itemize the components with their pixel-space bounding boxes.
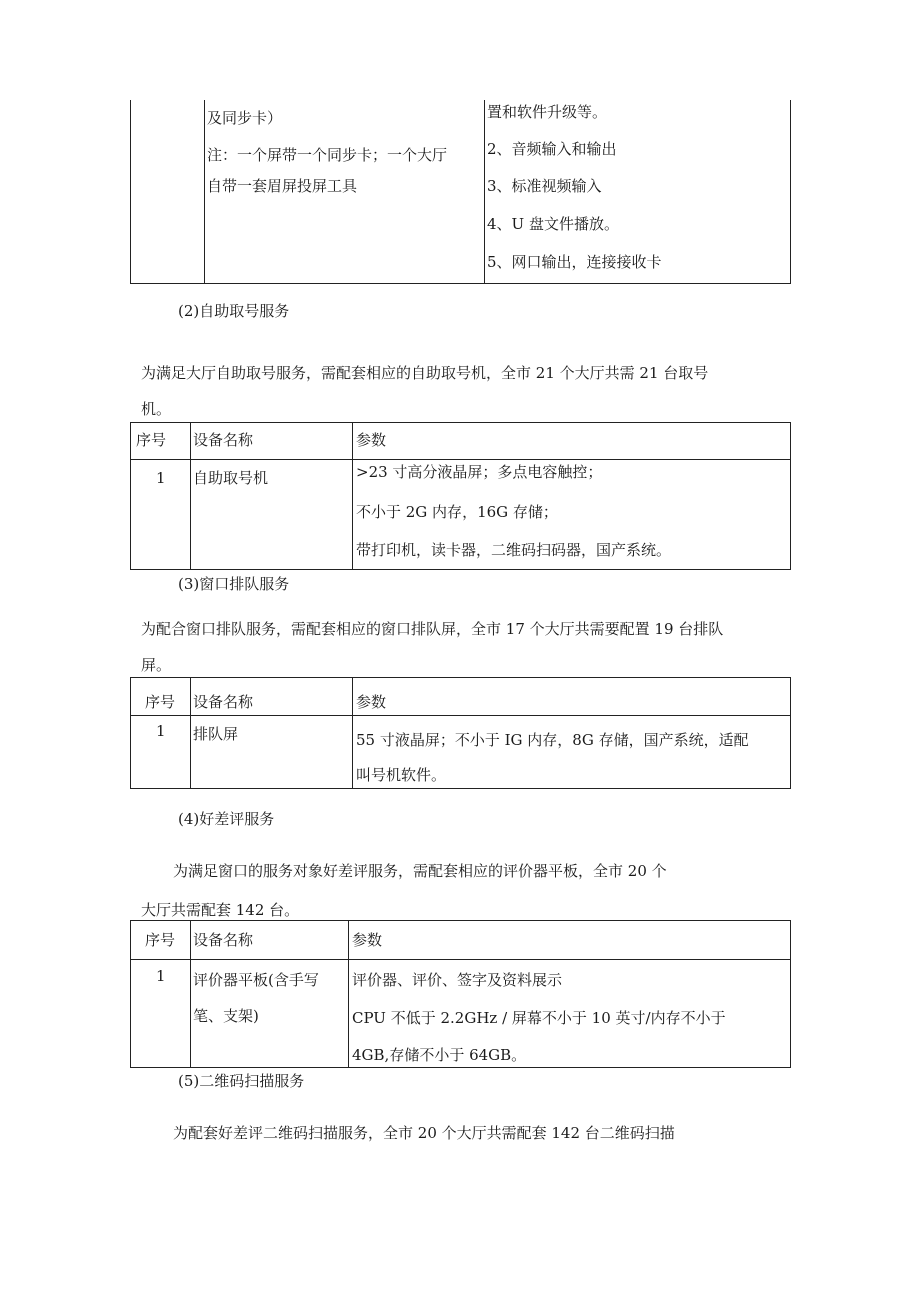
cont-col3-line: 5、网口输出，连接接收卡 — [487, 253, 662, 271]
param-line: CPU 不低于 2.2GHz / 屏幕不小于 10 英寸/内存不小于 — [352, 1009, 726, 1027]
section-heading: (3)窗口排队服务 — [178, 575, 290, 593]
param-line: 4GB,存储不小于 64GB。 — [352, 1046, 527, 1064]
param-line: 55 寸液晶屏；不小于 IG 内存，8G 存储，国产系统，适配 — [356, 731, 749, 749]
section-heading: (2)自助取号服务 — [178, 302, 290, 320]
section-heading: (4)好差评服务 — [178, 810, 275, 828]
row-number: 1 — [156, 722, 166, 740]
cont-col3-line: 置和软件升级等。 — [487, 103, 608, 121]
param-line: 带打印机，读卡器，二维码扫码器，国产系统。 — [356, 541, 672, 559]
param-line: 不小于 2G 内存，16G 存储； — [356, 503, 558, 521]
cont-col2-line: 及同步卡） — [207, 109, 283, 127]
paragraph-line: 为满足大厅自助取号服务，需配套相应的自助取号机，全市 21 个大厅共需 21 台取号 — [141, 364, 709, 382]
table-header: 序号 — [145, 693, 176, 711]
paragraph-line: 屏。 — [141, 656, 172, 674]
table-header: 序号 — [136, 431, 167, 449]
paragraph-line: 为配套好差评二维码扫描服务，全市 20 个大厅共需配套 142 台二维码扫描 — [173, 1124, 675, 1142]
param-line: >23 寸高分液晶屏；多点电容触控； — [356, 463, 603, 481]
cont-col3-line: 2、音频输入和输出 — [487, 140, 617, 158]
table-header: 序号 — [145, 931, 176, 949]
device-name-line: 笔、支架) — [193, 1007, 259, 1025]
row-number: 1 — [156, 967, 166, 985]
table-header: 设备名称 — [193, 693, 254, 711]
paragraph-line: 为配合窗口排队服务，需配套相应的窗口排队屏，全市 17 个大厅共需要配置 19 台排队 — [141, 620, 724, 638]
paragraph-line: 大厅共需配套 142 台。 — [141, 901, 300, 919]
device-name-line: 评价器平板(含手写 — [193, 971, 319, 989]
section-heading: (5)二维码扫描服务 — [178, 1072, 305, 1090]
row-number: 1 — [156, 469, 166, 487]
table-header: 参数 — [352, 931, 383, 949]
paragraph-line: 机。 — [141, 400, 172, 418]
table-header: 参数 — [356, 431, 387, 449]
device-name: 排队屏 — [193, 725, 239, 743]
table-header: 设备名称 — [193, 931, 254, 949]
table-header: 参数 — [356, 693, 387, 711]
device-name: 自助取号机 — [193, 469, 269, 487]
param-line: 评价器、评价、签字及资料展示 — [352, 971, 563, 989]
param-line: 叫号机软件。 — [356, 766, 447, 784]
cont-col2-line: 注：一个屏带一个同步卡；一个大厅 — [207, 146, 448, 164]
cont-col3-line: 3、标准视频输入 — [487, 177, 602, 195]
paragraph-line: 为满足窗口的服务对象好差评服务，需配套相应的评价器平板，全市 20 个 — [173, 862, 667, 880]
table-header: 设备名称 — [193, 431, 254, 449]
cont-col3-line: 4、U 盘文件播放。 — [487, 215, 619, 233]
cont-col2-line: 自带一套眉屏投屏工具 — [207, 177, 358, 195]
